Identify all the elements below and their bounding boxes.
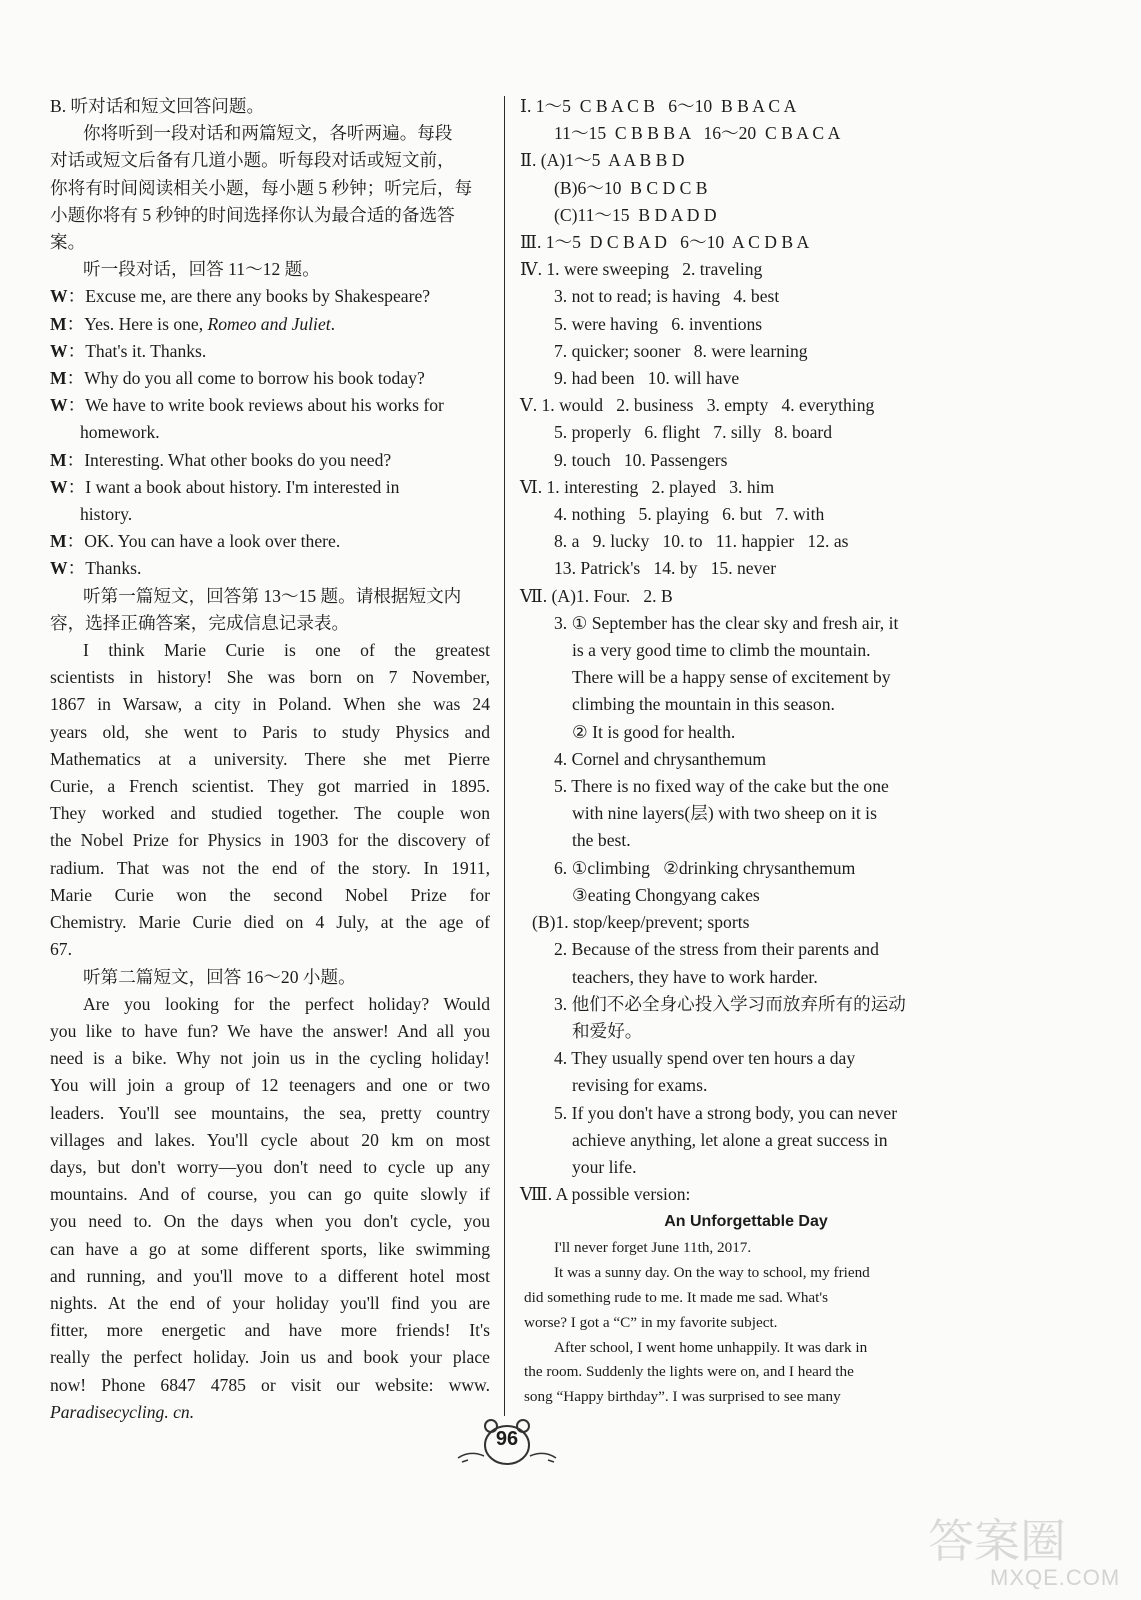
answer-line: There will be a happy sense of excitement by <box>572 667 891 688</box>
passage-line: need is a bike. Why not join us in the cycling holiday! <box>50 1048 490 1069</box>
essay-title: An Unforgettable Day <box>664 1213 828 1231</box>
answer-line: 3. not to read; is having 4. best <box>554 286 780 307</box>
answer-line: 5. were having 6. inventions <box>554 313 763 334</box>
answer-line: revising for exams. <box>572 1075 708 1096</box>
dialogue-line <box>50 528 490 555</box>
dialogue-text: ：That's it. Thanks. <box>67 340 207 361</box>
speaker-label: M <box>50 449 67 470</box>
passage-line: villages and lakes. You'll cycle about 20 km on most <box>50 1129 490 1150</box>
answer-line: (B)6～10 B C D C B <box>554 177 708 198</box>
answer-line: 6. ①climbing ②drinking chrysanthemum <box>554 857 856 878</box>
speaker-label: M <box>50 368 67 389</box>
passage-line: now! Phone 6847 4785 or visit our website: www. <box>50 1374 490 1395</box>
passage-line: You will join a group of 12 teenagers and one or two <box>50 1075 490 1096</box>
passage-line: leaders. You'll see mountains, the sea, pretty country <box>50 1102 490 1123</box>
watermark-text: MXQE.COM <box>990 1565 1121 1590</box>
answer-line: your life. <box>572 1156 637 1177</box>
instruction-line: 案。 <box>50 232 86 253</box>
passage-line: 1867 in Warsaw, a city in Poland. When she was 24 <box>50 694 490 715</box>
passage-line: you need to. On the days when you don't cycle, you <box>50 1211 490 1232</box>
instruction-line: 小题你将有 5 秒钟的时间选择你认为最合适的备选答 <box>50 204 455 225</box>
passage-line: nights. At the end of your holiday you'll find you are <box>50 1292 490 1313</box>
passage-line <box>50 1399 490 1426</box>
passage-line: really the perfect holiday. Join us and book your place <box>50 1347 490 1368</box>
answer-line: 11～15 C B B B A 16～20 C B A C A <box>554 123 841 144</box>
dialogue-text: ：Interesting. What other books do you need? <box>66 449 392 470</box>
passage-line: the Nobel Prize for Physics in 1903 for the discovery of <box>50 830 490 851</box>
speaker-label: W <box>50 286 68 307</box>
dialogue-line <box>50 474 490 501</box>
passage-line: Mathematics at a university. There she met Pierre <box>50 748 490 769</box>
answer-line: 9. touch 10. Passengers <box>554 449 728 470</box>
dialogue-continuation: homework. <box>80 422 160 443</box>
passage-line: Curie, a French scientist. They got married in 1895. <box>50 776 490 797</box>
dialogue-line <box>50 338 490 365</box>
passage-line: years old, she went to Paris to study Physics and <box>50 721 490 742</box>
essay-line: I'll never forget June 11th, 2017. <box>554 1239 752 1257</box>
answer-line: ③eating Chongyang cakes <box>572 884 760 905</box>
answer-line: 5. There is no fixed way of the cake but the one <box>554 776 889 797</box>
essay-line: worse? I got a “C” in my favorite subject. <box>524 1313 778 1331</box>
speaker-label: M <box>50 313 67 334</box>
essay-line: the room. Suddenly the lights were on, and I heard the <box>524 1363 854 1381</box>
answer-line: Ⅰ. 1～5 C B A C B 6～10 B B A C A <box>520 96 797 116</box>
dialogue-text: ：Yes. Here is one, <box>66 313 208 334</box>
answer-line: 4. nothing 5. playing 6. but 7. with <box>554 504 825 525</box>
dialogue-text: ：Why do you all come to borrow his book today? <box>66 368 425 389</box>
answer-line: achieve anything, let alone a great success in <box>572 1129 888 1150</box>
dialogue-line <box>50 392 490 419</box>
answer-line: teachers, they have to work harder. <box>572 966 818 987</box>
essay-line: After school, I went home unhappily. It was dark in <box>554 1338 868 1356</box>
instruction-line: 你将听到一段对话和两篇短文，各听两遍。每段 <box>83 123 453 144</box>
speaker-label: M <box>50 531 67 552</box>
speaker-label: W <box>50 340 68 361</box>
passage-heading: 听第一篇短文，回答第 13～15 题。请根据短文内 <box>83 585 462 606</box>
dialogue-text: ：We have to write book reviews about his works for <box>67 395 444 416</box>
passage-heading: 容，选择正确答案，完成信息记录表。 <box>50 612 350 633</box>
answer-line: 3. ① September has the clear sky and fresh air, it <box>554 612 899 633</box>
answer-line: (B)1. stop/keep/prevent; sports <box>532 912 750 933</box>
passage-line: and running, and you'll move to a different hotel most <box>50 1265 490 1286</box>
answer-line: 13. Patrick's 14. by 15. never <box>554 558 777 579</box>
answer-line: 和爱好。 <box>572 1020 643 1041</box>
answer-line: 3. 他们不必全身心投入学习而放弃所有的运动 <box>554 993 906 1014</box>
passage-heading: 听第二篇短文，回答 16～20 小题。 <box>83 966 356 987</box>
speaker-label: W <box>50 558 68 579</box>
answer-line: 5. properly 6. flight 7. silly 8. board <box>554 422 833 443</box>
passage-line: They worked and studied together. The couple won <box>50 803 490 824</box>
instruction-line: 你将有时间阅读相关小题，每小题 5 秒钟；听完后，每 <box>50 177 473 198</box>
answer-line: 2. Because of the stress from their parents and <box>554 939 879 960</box>
passage-line: Chemistry. Marie Curie died on 4 July, at the age of <box>50 912 490 933</box>
essay-line: song “Happy birthday”. I was surprised to see many <box>524 1388 841 1406</box>
answer-line: 8. a 9. lucky 10. to 11. happier 12. as <box>554 531 849 552</box>
dialogue-text: ：I want a book about history. I'm interested in <box>67 476 400 497</box>
passage-line: scientists in history! She was born on 7 November, <box>50 667 490 688</box>
site-watermark <box>928 1505 1128 1595</box>
left-column <box>50 93 490 1426</box>
dialogue-text: . <box>330 313 336 334</box>
dialogue-continuation: history. <box>80 504 133 525</box>
dialogue-line <box>50 283 490 310</box>
watermark-logo: 答案圈 <box>928 1514 1066 1568</box>
answer-line: 7. quicker; sooner 8. were learning <box>554 340 808 361</box>
dialogue-line <box>50 555 490 582</box>
passage-line: Are you looking for the perfect holiday? Would <box>83 993 490 1014</box>
answer-line: is a very good time to climb the mountain. <box>572 640 871 661</box>
answer-line: climbing the mountain in this season. <box>572 694 835 715</box>
answer-line: ② It is good for health. <box>572 721 736 742</box>
answer-line: with nine layers(层) with two sheep on it is <box>572 803 877 824</box>
speaker-label: W <box>50 395 68 416</box>
passage-line: can have a go at some different sports, like swimming <box>50 1238 490 1259</box>
dialogue-text: ：OK. You can have a look over there. <box>66 531 341 552</box>
page-number-badge <box>440 1414 580 1474</box>
passage-line: days, but don't worry—you don't need to cycle up any <box>50 1156 490 1177</box>
dialogue-line <box>50 365 490 392</box>
answer-line: Ⅴ. 1. would 2. business 3. empty 4. everything <box>520 395 875 416</box>
dialogue-text: ：Excuse me, are there any books by Shakespeare? <box>67 286 431 307</box>
website-text: Paradisecycling. cn. <box>50 1401 195 1422</box>
page-number: 96 <box>495 1428 519 1450</box>
speaker-label: W <box>50 476 68 497</box>
dialogue-heading: 听一段对话，回答 11～12 题。 <box>83 259 320 280</box>
answer-line: 9. had been 10. will have <box>554 368 740 389</box>
instruction-line: 对话或短文后备有几道小题。听每段对话或短文前， <box>50 150 455 171</box>
dialogue-text: ：Thanks. <box>67 558 142 579</box>
essay-line: It was a sunny day. On the way to school, my friend <box>554 1264 870 1282</box>
passage-line: fitter, more energetic and have more friends! It's <box>50 1320 490 1341</box>
answer-line: Ⅶ. (A)1. Four. 2. B <box>520 585 673 606</box>
answer-line: Ⅷ. A possible version: <box>520 1184 691 1205</box>
passage-line: mountains. And of course, you can go quite slowly if <box>50 1184 490 1205</box>
answer-line: Ⅵ. 1. interesting 2. played 3. him <box>520 476 775 497</box>
answer-line: 4. Cornel and chrysanthemum <box>554 748 767 769</box>
answer-line: Ⅲ. 1～5 D C B A D 6～10 A C D B A <box>520 232 810 253</box>
book-title: Romeo and Juliet <box>207 313 331 334</box>
passage-line: Marie Curie won the second Nobel Prize for <box>50 884 490 905</box>
passage-line: I think Marie Curie is one of the greatest <box>83 640 490 661</box>
passage-line: 67. <box>50 939 72 960</box>
passage-line: radium. That was not the end of the story. In 1911, <box>50 857 490 878</box>
answer-line: Ⅱ. (A)1～5 A A B B D <box>520 150 685 171</box>
answer-line: 4. They usually spend over ten hours a day <box>554 1048 856 1069</box>
section-heading: B. 听对话和短文回答问题。 <box>50 96 265 116</box>
right-column <box>520 93 972 1410</box>
column-divider <box>504 96 505 1416</box>
dialogue-line <box>50 447 490 474</box>
answer-line: the best. <box>572 830 631 851</box>
answer-line: (C)11～15 B D A D D <box>554 204 717 225</box>
dialogue-line <box>50 311 490 338</box>
answer-line: Ⅳ. 1. were sweeping 2. traveling <box>520 259 763 280</box>
answer-line: 5. If you don't have a strong body, you can never <box>554 1102 898 1123</box>
passage-line: you like to have fun? We have the answer! And all you <box>50 1020 490 1041</box>
essay-line: did something rude to me. It made me sad. What's <box>524 1288 829 1306</box>
